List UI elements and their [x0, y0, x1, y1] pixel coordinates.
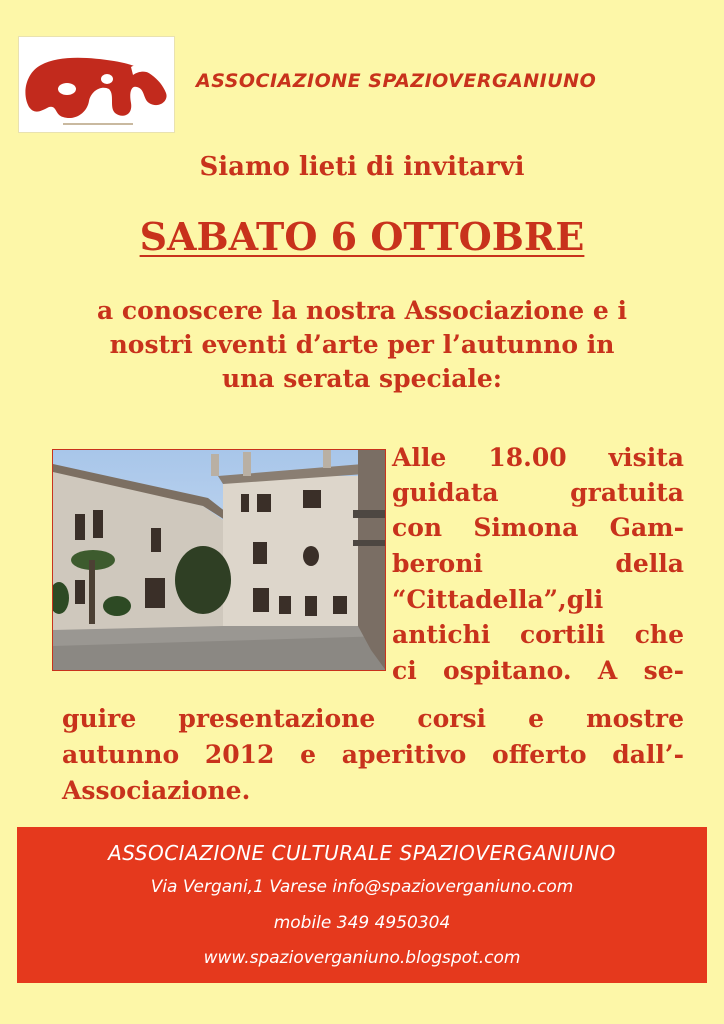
logo	[18, 36, 175, 133]
body-line: “Cittadella”,gli	[392, 585, 604, 614]
footer-website: www.spazioverganiuno.blogspot.com	[203, 948, 521, 968]
body-line: con Simona Gam-	[392, 513, 684, 542]
event-date: SABATO 6 OTTOBRE	[139, 214, 585, 259]
body-line: antichi cortili che	[392, 620, 684, 649]
header-association-name: ASSOCIAZIONE SPAZIOVERGANIUNO	[196, 70, 597, 92]
footer-address-email: Via Vergani,1 Varese info@spazioverganiuno.com	[150, 877, 574, 897]
body-line: guidata gratuita	[392, 478, 684, 507]
intro-text	[40, 294, 684, 396]
body-line: autunno 2012 e aperitivo offerto dall’-	[62, 740, 684, 769]
intro-line: nostri eventi d’arte per l’autunno in	[109, 330, 615, 359]
body-line: ci ospitano. A se-	[392, 656, 684, 685]
association-logo-icon	[19, 37, 174, 132]
footer-contact-box	[17, 827, 707, 983]
body-line: guire presentazione corsi e mostre	[62, 704, 684, 733]
footer-association-name: ASSOCIAZIONE CULTURALE SPAZIOVERGANIUNO	[108, 841, 616, 865]
body-line: beroni della	[392, 549, 684, 578]
intro-line: a conoscere la nostra Associazione e i	[97, 296, 627, 325]
intro-line: una serata speciale:	[221, 364, 503, 393]
invite-line: Siamo lieti di invitarvi	[199, 152, 525, 182]
body-line: Alle 18.00 visita	[392, 443, 684, 472]
courtyard-photo	[52, 449, 386, 671]
body-line: Associazione.	[62, 776, 251, 805]
footer-mobile: mobile 349 4950304	[273, 913, 451, 933]
